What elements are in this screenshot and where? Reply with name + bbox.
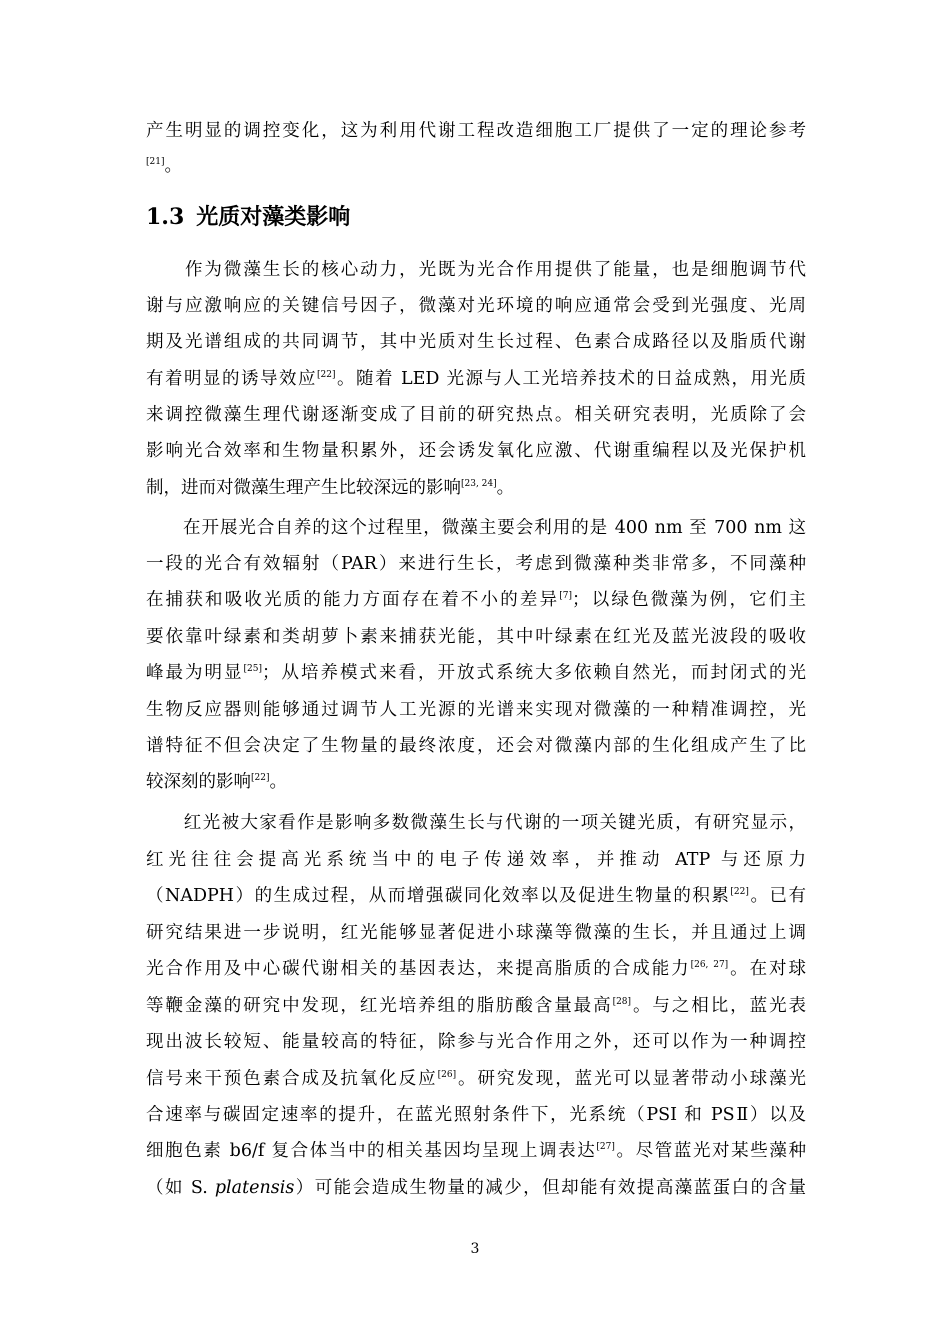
text-line: 较深刻的影响[22]。: [146, 772, 287, 792]
text-line: 谱特征不但会决定了生物量的最终浓度，还会对微藻内部的生化组成产生了比: [146, 736, 806, 756]
citation: [26]: [437, 1070, 457, 1081]
citation: [26, 27]: [690, 960, 729, 971]
section-number: 1.3: [146, 204, 185, 230]
text-line: 合速率与碳固定速率的提升，在蓝光照射条件下，光系统（PSI 和 PSⅡ）以及: [146, 1105, 806, 1125]
text-line: 现出波长较短、能量较高的特征，除参与光合作用之外，还可以作为一种调控: [146, 1032, 806, 1052]
text-line: （NADPH）的生成过程，从而增强碳同化效率以及促进生物量的积累[22]。已有: [146, 886, 807, 906]
text-line: 在开展光合自养的这个过程里，微藻主要会利用的是 400 nm 至 700 nm 这: [146, 518, 806, 538]
text-line: 信号来干预色素合成及抗氧化反应[26]。研究发现，蓝光可以显著带动小球藻光: [146, 1069, 807, 1089]
text-line: [21]。: [146, 156, 182, 176]
text-line: 制，进而对微藻生理产生比较深远的影响[23, 24]。: [146, 478, 515, 498]
text-line: 细胞色素 b6/f 复合体当中的相关基因均呈现上调表达[27]。尽管蓝光对某些藻种: [146, 1141, 807, 1161]
text-line: 在捕获和吸收光质的能力方面存在着不小的差异[7]；以绿色微藻为例，它们主: [146, 590, 807, 610]
text-line: 峰最为明显[25]；从培养模式来看，开放式系统大多依赖自然光，而封闭式的光: [146, 663, 807, 683]
citation: [22]: [730, 887, 749, 898]
citation: [21]: [146, 157, 165, 168]
text-line: 期及光谱组成的共同调节，其中光质对生长过程、色素合成路径以及脂质代谢: [146, 332, 806, 352]
citation: [28]: [612, 997, 632, 1008]
citation: [25]: [243, 664, 262, 675]
citation: [22]: [317, 370, 336, 381]
text-line: 等鞭金藻的研究中发现，红光培养组的脂肪酸含量最高[28]。与之相比，蓝光表: [146, 996, 807, 1016]
section-title: 光质对藻类影响: [196, 204, 351, 230]
citation: [7]: [559, 591, 573, 602]
text-line: 光合作用及中心碳代谢相关的基因表达，来提高脂质的合成能力[26, 27]。在对球: [146, 959, 807, 979]
text-line: 谢与应激响应的关键信号因子，微藻对光环境的响应通常会受到光强度、光周: [146, 296, 806, 316]
text-line: 有着明显的诱导效应[22]。随着 LED 光源与人工光培养技术的日益成熟，用光质: [146, 369, 807, 389]
text-line: 红光往往会提高光系统当中的电子传递效率，并推动 ATP 与还原力: [146, 850, 806, 870]
text-line: 要依靠叶绿素和类胡萝卜素来捕获光能，其中叶绿素在红光及蓝光波段的吸收: [146, 627, 806, 647]
text-line: 研究结果进一步说明，红光能够显著促进小球藻等微藻的生长，并且通过上调: [146, 923, 806, 943]
species-name: platensis: [214, 1178, 295, 1198]
text-line: 红光被大家看作是影响多数微藻生长与代谢的一项关键光质，有研究显示，: [146, 813, 806, 833]
citation: [27]: [596, 1142, 615, 1153]
text-line: 一段的光合有效辐射（PAR）来进行生长，考虑到微藻种类非常多，不同藻种: [146, 554, 806, 574]
citation: [22]: [251, 773, 270, 784]
citation: [23, 24]: [461, 479, 497, 490]
page-number: 3: [470, 1241, 480, 1257]
text-line: 影响光合效率和生物量积累外，还会诱发氧化应激、代谢重编程以及光保护机: [146, 441, 806, 461]
text-line: 产生明显的调控变化，这为利用代谢工程改造细胞工厂提供了一定的理论参考: [146, 121, 806, 141]
section-heading: [146, 203, 350, 231]
text-line: 来调控微藻生理代谢逐渐变成了目前的研究热点。相关研究表明，光质除了会: [146, 405, 806, 425]
text-line: 作为微藻生长的核心动力，光既为光合作用提供了能量，也是细胞调节代: [146, 260, 806, 280]
text-line: （如 S. platensis）可能会造成生物量的减少，但却能有效提高藻蓝蛋白的含量: [146, 1178, 806, 1198]
text-line: 生物反应器则能够通过调节人工光源的光谱来实现对微藻的一种精准调控，光: [146, 700, 806, 720]
